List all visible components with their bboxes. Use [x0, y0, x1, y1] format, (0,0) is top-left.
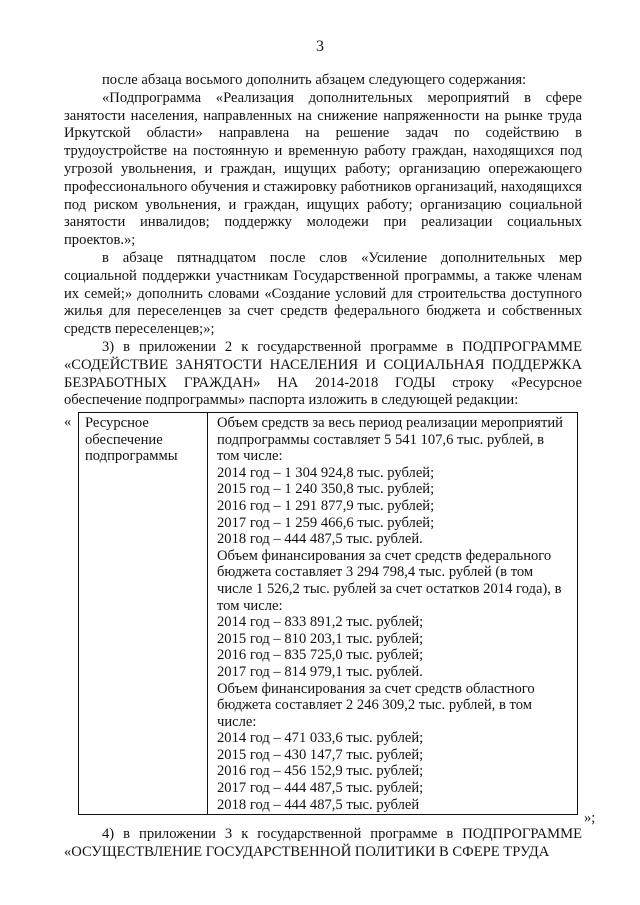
label-line: Ресурсное: [85, 415, 149, 431]
body-text-top: [64, 72, 582, 410]
paragraph-3: в абзаце пятнадцатом после слов «Усиление дополнительных мер социальной поддержки участникам Государственной программы, а также членам их семей;» дополнить словами «Создание условий для строительства доступного жилья для переселенцев за счет средств федерального бюджета и собственных средств переселенцев;»;: [64, 249, 582, 338]
content-line: числе 1 526,2 тыс. рублей за счет остатков 2014 года), в: [217, 580, 562, 597]
content-line: бюджета составляет 3 294 798,4 тыс. рублей (в том: [217, 564, 534, 581]
content-line: 2015 год – 810 203,1 тыс. рублей;: [217, 630, 424, 647]
table-row: [79, 413, 578, 815]
paragraph-1: после абзаца восьмого дополнить абзацем следующего содержания:: [102, 72, 527, 88]
content-line: 2016 год – 456 152,9 тыс. рублей;: [217, 763, 424, 780]
content-line: 2016 год – 1 291 877,9 тыс. рублей;: [217, 497, 435, 514]
content-line: Объем средств за весь период реализации мероприятий: [217, 415, 563, 431]
label-line: подпрограммы: [85, 448, 178, 465]
content-line: 2017 год – 1 259 466,6 тыс. рублей;: [217, 514, 435, 531]
table-label-cell: [79, 413, 208, 815]
quote-open: «: [64, 414, 72, 430]
content-line: 2014 год – 833 891,2 тыс. рублей;: [217, 614, 424, 631]
table-content-cell: [208, 413, 578, 815]
body-text-bottom: [64, 826, 582, 862]
content-line: 2014 год – 471 033,6 тыс. рублей;: [217, 730, 424, 747]
content-line: том числе:: [217, 597, 283, 614]
content-line: 2017 год – 814 979,1 тыс. рублей.: [217, 663, 423, 680]
content-line: Объем финансирования за счет средств федерального: [217, 547, 552, 564]
resource-table: [78, 412, 578, 815]
paragraph-2: «Подпрограмма «Реализация дополнительных мероприятий в сфере занятости населения, направленных на снижение напряженности на рынке труда Иркутской области» направлена на решение задач по содействию в трудоустройстве на постоянную и временную работу граждан, находящихся под угрозой увольнения, и граждан, ищущих работу; организацию опережающего профессионального обучения и стажировку работников организаций, находящихся под риском увольнения, и граждан, ищущих работу; организацию социальной занятости инвалидов; поддержку молодежи при реализации социальных проектов.»;: [64, 89, 582, 249]
content-line: числе:: [217, 713, 257, 730]
content-line: 2016 год – 835 725,0 тыс. рублей;: [217, 647, 424, 664]
content-line: Объем финансирования за счет средств областного: [217, 680, 535, 697]
content-line: 2018 год – 444 487,5 тыс. рублей: [217, 796, 420, 813]
content-line: бюджета составляет 2 246 309,2 тыс. рублей, в том: [217, 697, 532, 714]
content-line: 2015 год – 1 240 350,8 тыс. рублей;: [217, 481, 435, 498]
label-line: обеспечение: [85, 431, 163, 448]
content-line: подпрограммы составляет 5 541 107,6 тыс. рублей, в: [217, 431, 544, 448]
quote-close: »;: [584, 810, 596, 826]
paragraph-5: 4) в приложении 3 к государственной программе в ПОДПРОГРАММЕ «ОСУЩЕСТВЛЕНИЕ ГОСУДАРСТВЕННОЙ ПОЛИТИКИ В СФЕРЕ ТРУДА: [64, 826, 582, 860]
content-line: 2018 год – 444 487,5 тыс. рублей.: [217, 531, 423, 548]
content-line: том числе:: [217, 448, 283, 465]
content-line: 2014 год – 1 304 924,8 тыс. рублей;: [217, 464, 435, 481]
paragraph-4: 3) в приложении 2 к государственной программе в ПОДПРОГРАММЕ «СОДЕЙСТВИЕ ЗАНЯТОСТИ НАСЕЛЕНИЯ И СОЦИАЛЬНАЯ ПОДДЕРЖКА БЕЗРАБОТНЫХ ГРАЖДАН» НА 2014-2018 ГОДЫ строку «Ресурсное обеспечение подпрограммы» паспорта изложить в следующей редакции:: [64, 338, 582, 409]
content-line: 2015 год – 430 147,7 тыс. рублей;: [217, 746, 424, 763]
page-number: 3: [316, 38, 324, 55]
content-line: 2017 год – 444 487,5 тыс. рублей;: [217, 780, 424, 797]
